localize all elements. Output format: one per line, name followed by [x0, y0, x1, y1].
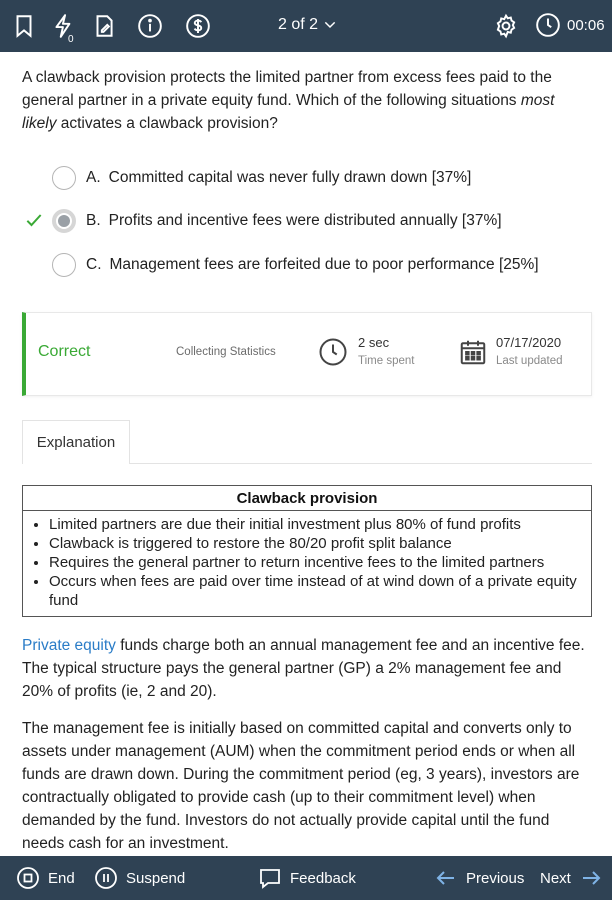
previous-label: Previous	[466, 869, 525, 887]
timer	[535, 12, 605, 38]
arrow-left-icon	[434, 866, 458, 890]
clock-icon	[535, 12, 561, 38]
next-button[interactable]	[540, 856, 603, 900]
stop-icon	[16, 866, 40, 890]
answer-choice-c[interactable]	[52, 251, 539, 279]
answer-choice-a[interactable]	[52, 164, 471, 192]
tab-explanation[interactable]	[22, 420, 130, 464]
pause-icon	[94, 866, 118, 890]
bookmark-icon[interactable]	[10, 12, 38, 40]
question-text: A clawback provision protects the limited partner from excess fees paid to the general partner in a private equity fund. Which of the following situations most likely activates a clawback provision?	[22, 69, 555, 132]
choice-letter: B.	[86, 212, 101, 229]
correct-checkmark-icon	[24, 210, 44, 230]
result-panel	[22, 312, 592, 396]
private-equity-link[interactable]: Private equity	[22, 637, 116, 654]
list-item: • Occurs when fees are paid over time instead of at wind down of a private equity fund	[49, 572, 583, 610]
question-navigator[interactable]	[278, 16, 338, 34]
calendar-icon	[458, 337, 488, 367]
table-bullet-list	[23, 511, 591, 616]
list-item: • Clawback is triggered to restore the 80/20 profit split balance	[49, 534, 583, 553]
result-status: Correct	[38, 343, 91, 360]
choice-text: Profits and incentive fees were distributed annually [37%]	[108, 212, 502, 229]
tab-divider	[130, 463, 592, 464]
last-updated-value: 07/17/2020	[496, 335, 562, 350]
table-title: Clawback provision	[23, 486, 591, 511]
dollar-icon[interactable]	[184, 12, 212, 40]
tab-label: Explanation	[36, 434, 116, 451]
answer-choice-b[interactable]	[52, 207, 502, 235]
end-button[interactable]	[16, 856, 75, 900]
top-toolbar	[0, 0, 612, 52]
choice-text: Committed capital was never fully drawn down [37%]	[108, 169, 472, 186]
time-spent-label: Time spent	[358, 355, 415, 367]
suspend-label: Suspend	[126, 869, 186, 887]
info-icon[interactable]	[136, 12, 164, 40]
list-item: • Requires the general partner to return incentive fees to the limited partners	[49, 553, 583, 572]
settings-gear-icon[interactable]	[492, 12, 520, 40]
clock-icon	[318, 337, 348, 367]
time-spent-value: 2 sec	[358, 335, 390, 350]
collecting-statistics-text: Collecting Statistics	[176, 346, 276, 358]
last-updated-label: Last updated	[496, 355, 563, 367]
feedback-button[interactable]	[258, 856, 356, 900]
end-label: End	[48, 869, 75, 887]
lightning-count: 0	[68, 34, 74, 45]
list-item: • Limited partners are due their initial investment plus 80% of fund profits	[49, 515, 583, 534]
bottom-toolbar	[0, 856, 612, 900]
radio-button-selected[interactable]	[52, 209, 76, 233]
question-emphasis: most likely	[22, 92, 555, 132]
next-label: Next	[540, 869, 571, 887]
arrow-right-icon	[579, 866, 603, 890]
chevron-down-icon	[322, 17, 338, 33]
radio-button[interactable]	[52, 253, 76, 277]
choice-letter: C.	[86, 256, 102, 273]
feedback-label: Feedback	[290, 869, 356, 887]
previous-button[interactable]	[434, 856, 524, 900]
timer-value: 00:06	[567, 16, 605, 34]
speech-bubble-icon	[258, 866, 282, 890]
notes-icon[interactable]	[90, 12, 118, 40]
choice-letter: A.	[86, 169, 101, 186]
explanation-table	[22, 485, 592, 617]
choice-text: Management fees are forfeited due to poor performance [25%]	[109, 256, 539, 273]
explanation-paragraph-1: Private equity funds charge both an annual management fee and an incentive fee. The typical structure pays the general partner (GP) a 2% management fee and 20% of profits (ie, 2 and 20).	[22, 637, 585, 700]
page-indicator-label: 2 of 2	[278, 16, 319, 33]
suspend-button[interactable]	[94, 856, 185, 900]
explanation-paragraph-2: The management fee is initially based on committed capital and converts only to assets under management (AUM) when the commitment period ends or when all funds are drawn down. During the commitment period (eg, 3 years), investors are contractually obligated to provide cash (up to their commitment level) when demanded by the fund. Investors do not actually provide capital until the fund needs cash for an investment.	[22, 720, 580, 852]
radio-button[interactable]	[52, 166, 76, 190]
